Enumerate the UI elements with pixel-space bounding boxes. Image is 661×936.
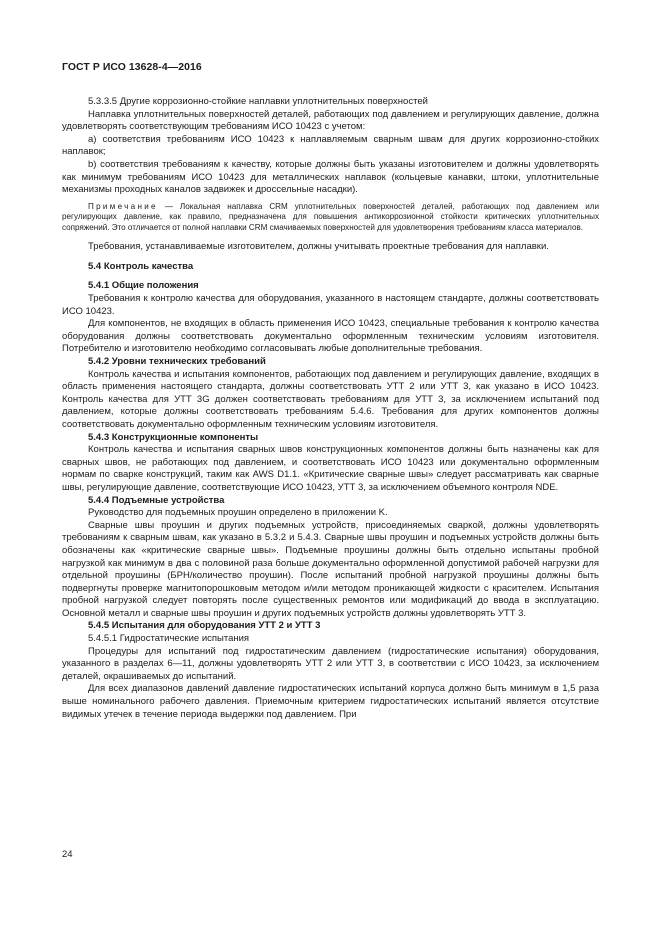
paragraph: Требования к контролю качества для оборудования, указанного в настоящем стандарте, должны соответствовать ИСО 10423. [62,293,599,317]
clause-5-3-3-5-title: 5.3.3.5 Другие коррозионно-стойкие наплавки уплотнительных поверхностей [88,96,428,107]
subsection-heading-5-4-1: 5.4.1 Общие положения [88,280,199,292]
subsection-heading-5-4-2: 5.4.2 Уровни технических требований [88,356,266,367]
paragraph: Процедуры для испытаний под гидростатическим давлением (гидростатические испытания) оборудования, указанного в разделах 6—11, должны удовлетворять УТТ 2 или УТТ 3, в соответствии с ИСО 10423, за исключением деталей, окрашиваемых до испытаний. [62,645,599,682]
subsection-heading-5-4-5: 5.4.5 Испытания для оборудования УТТ 2 и УТТ 3 [88,620,321,632]
subsection-heading-5-4-3: 5.4.3 Конструкционные компоненты [88,431,259,443]
paragraph: Для всех диапазонов давлений давление гидростатических испытаний корпуса должно быть минимум в 1,5 раза выше номинального рабочего давления. Приемочным критерием гидростатических испытаний является отсутствие видимых утечек в течение периода выдержки под давлением. При [62,683,599,720]
paragraph: Для компонентов, не входящих в область применения ИСО 10423, специальные требования к контролю качества оборудования должны соответствовать документально оформленным техническим условиям изготовителя. Потребителю и изготовителю необходимо согласовывать любые дополнительные требования. [62,318,599,355]
note-label: Примечание [88,201,158,211]
paragraph: Сварные швы проушин и других подъемных устройств, присоединяемых сваркой, должны удовлетворять требованиям к сварным швам, как указано в 5.3.2 и 5.4.3. Сварные швы проушин и подъемных устройств должны быть обозначены как «критические сварные швы». Подъемные проушины должны быть отдельно испытаны пробной нагрузкой как минимум в два с половиной раза больше документально оформленной допустимой рабочей нагрузки для отдельной проушины (БРН/количество проушин). После испытаний пробной нагрузкой проушины должны быть подвергнуты проверке магнитопорошковым методом и/или методом проникающей жидкости с красителем. Испытания пробной нагрузкой следует повторять после существенных ремонтов или модификаций до ввода в эксплуатацию. Основной металл и сварные швы проушин и других подъемных устройств должны удовлетворять УТТ 3. [62,519,599,619]
section-heading-5-4: 5.4 Контроль качества [88,260,194,272]
document-body [62,96,599,721]
paragraph: Контроль качества и испытания сварных швов конструкционных компонентов должны быть назначены как для сварных швов, не работающих под давлением, и соответствовать ИСО 10423 или документально оформленным нормам по сварке конструкций, таким как AWS D1.1. «Критические сварные швы» следует рассматривать как сварные швы, регулирующие давление, соответствующие ИСО 10423, УТТ 3, за исключением объемного контроля NDE. [62,444,599,493]
page-number: 24 [62,849,73,860]
list-item-a: a) соответствия требованиям ИСО 10423 к наплавляемым сварным швам для других коррозионно-стойких наплавок; [62,133,599,158]
subsection-heading-5-4-4: 5.4.4 Подъемные устройства [88,494,225,506]
document-header: ГОСТ Р ИСО 13628-4—2016 [62,62,202,73]
list-item-b: b) соответствия требованиям к качеству, которые должны быть указаны изготовителем и должны удовлетворять как минимум требованиям ИСО 10423 для металлических наплавок (кольцевые канавки, штоки, уплотнительные механизмы проходных каналов задвижек и дроссельные насадки). [62,158,599,196]
paragraph: Контроль качества и испытания компонентов, работающих под давлением и регулирующих давление, входящих в область применения настоящего стандарта, должны соответствовать УТТ 2 или УТТ 3, как указано в ИСО 10423. Контроль качества для УТТ 3G должен соответствовать требованиям для УТТ 3, за исключением испытаний под давлением, которые должны соответствовать требованиям 5.4.6. Требования для других компонентов должны соответствовать документально оформленным техническим условиям изготовителя. [62,368,599,430]
note [62,202,599,234]
paragraph: Руководство для подъемных проушин определено в приложении K. [88,507,388,519]
paragraph: Требования, устанавливаемые изготовителем, должны учитывать проектные требования для наплавки. [88,241,549,253]
paragraph: Наплавка уплотнительных поверхностей деталей, работающих под давлением и регулирующих давление, должна удовлетворять соответствующим требованиям ИСО 10423 с учетом: [62,108,599,133]
note-text: — Локальная наплавка CRM уплотнительных поверхностей деталей, работающих под давлением или регулирующих давление, как правило, предназначена для повышения антикоррозионной стойкости критических уплотнительных сопряжений. Это отличается от полной наплавки CRM смачиваемых поверхностей для удовлетворения требованиям класса материалов. [62,201,599,232]
clause-5-4-5-1-title: 5.4.5.1 Гидростатические испытания [88,633,250,645]
